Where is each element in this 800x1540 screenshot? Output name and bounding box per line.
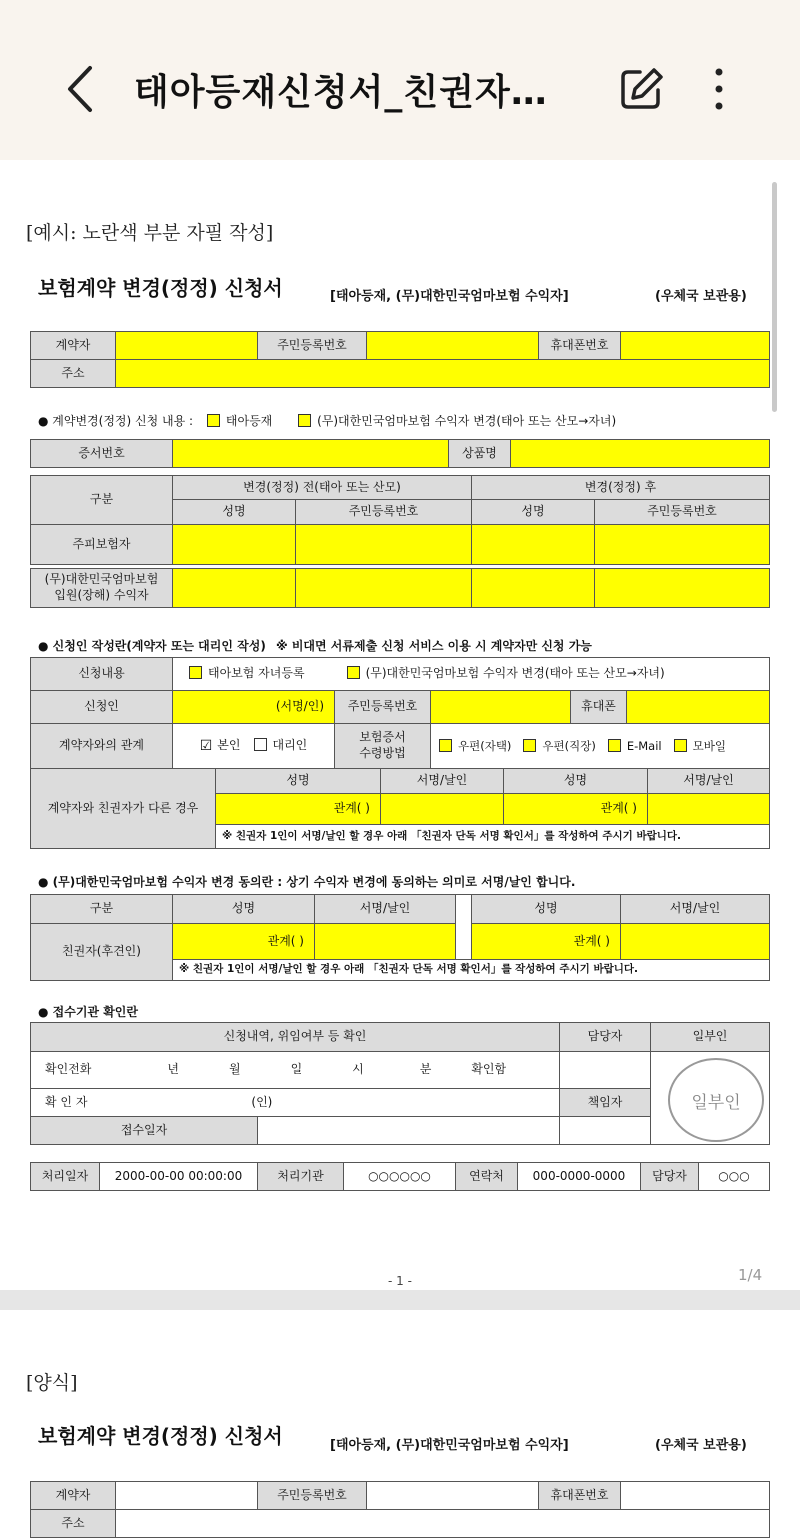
address-field[interactable] xyxy=(115,359,770,388)
guardian-sign-field-2[interactable] xyxy=(620,923,770,960)
confirmer-row xyxy=(30,1088,560,1117)
checkbox-email[interactable] xyxy=(608,739,627,754)
stamp-header: 일부인 xyxy=(650,1022,770,1052)
after-rrn-header: 주민등록번호 xyxy=(594,499,770,525)
contractor-field[interactable] xyxy=(115,331,258,360)
phone-label-2: 휴대폰번호 xyxy=(538,1481,621,1510)
checkbox-self[interactable]: ☑ xyxy=(199,737,213,754)
contractor-label-2: 계약자 xyxy=(30,1481,116,1510)
applicant-section-heading: ● 신청인 작성란(계약자 또는 대리인 작성) xyxy=(38,639,266,653)
consent-sign-header-2: 서명/날인 xyxy=(620,894,770,924)
request-line xyxy=(38,412,616,429)
before-header: 변경(정정) 전(태아 또는 산모) xyxy=(172,475,472,500)
receive-method-label xyxy=(334,723,431,769)
contractor-label: 계약자 xyxy=(30,331,116,360)
product-field[interactable] xyxy=(510,439,770,468)
diff-sign-header-2: 서명/날인 xyxy=(647,768,770,794)
insured-before-name[interactable] xyxy=(172,524,296,565)
received-date-label: 접수일자 xyxy=(30,1116,258,1145)
responsible-label: 책임자 xyxy=(559,1088,651,1117)
applicant-label: 신청인 xyxy=(30,690,173,724)
process-manager-value: ○○○ xyxy=(698,1162,770,1191)
applicant-sign-field[interactable]: (서명/인) xyxy=(172,690,335,724)
checkbox-mobile[interactable] xyxy=(674,739,693,754)
checkbox-post-home[interactable] xyxy=(439,739,458,754)
diff-name-header-1: 성명 xyxy=(215,768,381,794)
applicant-mobile-label: 휴대폰 xyxy=(570,690,627,724)
insured-label: 주피보험자 xyxy=(30,524,173,565)
mobile-opt-label: 모바일 xyxy=(692,738,726,753)
guardian-sign-field-1[interactable] xyxy=(314,923,456,960)
guardian-name-field-1[interactable]: 관계( ) xyxy=(172,923,315,960)
consent-sign-header-1: 서명/날인 xyxy=(314,894,456,924)
process-contact-label: 연락처 xyxy=(455,1162,518,1191)
beneficiary-change-label: (무)대한민국엄마보험 수익자 변경(태아 또는 산모→자녀) xyxy=(365,666,665,681)
minute-label: 분 xyxy=(419,1062,432,1077)
rrn-field-2[interactable] xyxy=(366,1481,539,1510)
address-label: 주소 xyxy=(30,359,116,388)
applicant-mobile-field[interactable] xyxy=(626,690,770,724)
receive-method-options xyxy=(430,723,770,769)
applicant-rrn-label: 주민등록번호 xyxy=(334,690,431,724)
confirmer-seal: (인) xyxy=(251,1094,273,1109)
insured-after-name[interactable] xyxy=(471,524,595,565)
confirm-call-label: 확인전화 xyxy=(45,1062,92,1077)
email-label: E-Mail xyxy=(626,738,662,753)
consent-note: ※ 친권자 1인이 서명/날인 할 경우 아래 「친권자 단독 서명 확인서」를 작성하여 주시기 바랍니다. xyxy=(172,959,770,981)
rrn-label: 주민등록번호 xyxy=(257,331,367,360)
insured-after-rrn[interactable] xyxy=(594,524,770,565)
year-label: 년 xyxy=(167,1062,179,1077)
receive-method-line2: 수령방법 xyxy=(359,746,406,760)
checkbox-fetus[interactable] xyxy=(207,414,226,428)
beneficiary-after-name[interactable] xyxy=(471,568,595,608)
beneficiary-before-name[interactable] xyxy=(172,568,296,608)
checkbox-child-register[interactable] xyxy=(189,666,208,682)
applicant-section-note: ※ 비대면 서류제출 신청 서비스 이용 시 계약자만 신청 가능 xyxy=(276,639,592,653)
phone-field-2[interactable] xyxy=(620,1481,770,1510)
after-header: 변경(정정) 후 xyxy=(471,475,770,500)
example-note: [예시: 노란색 부분 자필 작성] xyxy=(26,222,274,244)
form-keep-label-2: (우체국 보관용) xyxy=(655,1438,747,1453)
consent-name-header-1: 성명 xyxy=(172,894,315,924)
manager-field[interactable] xyxy=(559,1051,651,1089)
page-separator xyxy=(0,1290,800,1310)
chevron-left-icon[interactable] xyxy=(62,62,102,116)
before-name-header: 성명 xyxy=(172,499,296,525)
guardian-label: 친권자(후견인) xyxy=(30,923,173,981)
process-manager-label: 담당자 xyxy=(640,1162,699,1191)
beneficiary-before-rrn[interactable] xyxy=(295,568,472,608)
diff-name-header-2: 성명 xyxy=(503,768,648,794)
manager-header: 담당자 xyxy=(559,1022,651,1052)
diff-name-field-1[interactable]: 관계( ) xyxy=(215,793,381,825)
post-home-label: 우편(자택) xyxy=(458,738,512,753)
address-field-2[interactable] xyxy=(115,1509,770,1538)
date-stamp: 일부인 xyxy=(668,1058,764,1142)
request-content-label: 신청내용 xyxy=(30,657,173,691)
applicant-rrn-field[interactable] xyxy=(430,690,571,724)
page-number: - 1 - xyxy=(388,1274,412,1288)
option-fetus-label: 태아등재 xyxy=(225,414,273,428)
beneficiary-label-line2: 입원(장해) 수익자 xyxy=(54,588,149,602)
diff-note: ※ 친권자 1인이 서명/날인 할 경우 아래 「친권자 단독 서명 확인서」를 작성하여 주시기 바랍니다. xyxy=(215,824,770,849)
form-title-2: 보험계약 변경(정정) 신청서 xyxy=(38,1424,283,1448)
edit-icon[interactable] xyxy=(618,66,664,112)
consent-gap xyxy=(455,894,472,961)
beneficiary-after-rrn[interactable] xyxy=(594,568,770,608)
more-vertical-icon[interactable] xyxy=(704,66,734,112)
process-org-value: ○○○○○○ xyxy=(343,1162,456,1191)
beneficiary-label-line1: (무)대한민국엄마보험 xyxy=(44,572,159,587)
rrn-label-2: 주민등록번호 xyxy=(257,1481,367,1510)
relation-label: 계약자와의 관계 xyxy=(30,723,173,769)
confirmed-label: 확인함 xyxy=(471,1062,507,1077)
page-count: 1/4 xyxy=(738,1266,763,1284)
consent-section-title: ● (무)대한민국엄마보험 수익자 변경 동의란 : 상기 수익자 변경에 동의하는 의미로 서명/날인 합니다. xyxy=(38,875,576,889)
confirmer-label: 확 인 자 xyxy=(45,1094,88,1109)
process-org-label: 처리기관 xyxy=(257,1162,344,1191)
app-header xyxy=(0,0,800,160)
template-note: [양식] xyxy=(26,1372,78,1394)
process-contact-value: 000-0000-0000 xyxy=(517,1162,641,1191)
confirm-call-row xyxy=(30,1051,560,1089)
address-label-2: 주소 xyxy=(30,1509,116,1538)
consent-name-header-2: 성명 xyxy=(471,894,621,924)
diff-name-field-2[interactable]: 관계( ) xyxy=(503,793,648,825)
relation-options xyxy=(172,723,335,769)
post-work-label: 우편(직장) xyxy=(542,738,596,753)
day-label: 일 xyxy=(290,1062,303,1077)
form-title: 보험계약 변경(정정) 신청서 xyxy=(38,276,283,300)
cert-no-field[interactable] xyxy=(172,439,449,468)
child-register-label: 태아보험 자녀등록 xyxy=(208,666,305,681)
scrollbar[interactable] xyxy=(772,182,777,412)
consent-category-header: 구분 xyxy=(30,894,173,924)
document-title: 태아등재신청서_친권자… xyxy=(134,72,548,113)
reception-section-title: ● 접수기관 확인란 xyxy=(38,1005,138,1019)
phone-field[interactable] xyxy=(620,331,770,360)
phone-label: 휴대폰번호 xyxy=(538,331,621,360)
confirm-header: 신청내역, 위임여부 등 확인 xyxy=(30,1022,560,1052)
checkbox-beneficiary[interactable] xyxy=(298,414,317,428)
cert-no-label: 증서번호 xyxy=(30,439,173,468)
self-label: 본인 xyxy=(217,738,241,753)
diff-sign-header-1: 서명/날인 xyxy=(380,768,504,794)
applicant-section-title xyxy=(38,637,592,654)
contractor-field-2[interactable] xyxy=(115,1481,258,1510)
month-label: 월 xyxy=(228,1062,241,1077)
receive-method-line1: 보험증서 xyxy=(359,730,406,745)
process-date-label: 처리일자 xyxy=(30,1162,100,1191)
request-label: ● 계약변경(정정) 신청 내용 : xyxy=(38,414,194,428)
rrn-field[interactable] xyxy=(366,331,539,360)
hour-label: 시 xyxy=(352,1062,364,1077)
option-beneficiary-label: (무)대한민국엄마보험 수익자 변경(태아 또는 산모→자녀) xyxy=(317,414,617,428)
product-label: 상품명 xyxy=(448,439,511,468)
received-date-field[interactable] xyxy=(257,1116,560,1145)
beneficiary-label xyxy=(30,568,173,608)
category-header: 구분 xyxy=(30,475,173,525)
form-subtitle: [태아등재, (무)대한민국엄마보험 수익자] xyxy=(330,289,569,304)
checkbox-beneficiary-change[interactable] xyxy=(347,666,366,682)
diff-sign-field-2[interactable] xyxy=(647,793,770,825)
after-name-header: 성명 xyxy=(471,499,595,525)
process-date-value: 2000-00-00 00:00:00 xyxy=(99,1162,258,1191)
diff-sign-field-1[interactable] xyxy=(380,793,504,825)
form-keep-label: (우체국 보관용) xyxy=(655,289,747,304)
request-content-options xyxy=(172,657,770,691)
insured-before-rrn[interactable] xyxy=(295,524,472,565)
before-rrn-header: 주민등록번호 xyxy=(295,499,472,525)
checkbox-agent[interactable] xyxy=(254,738,272,754)
agent-label: 대리인 xyxy=(272,738,308,753)
diff-guardian-label: 계약자와 친권자가 다른 경우 xyxy=(30,768,216,849)
responsible-field[interactable] xyxy=(559,1116,651,1145)
form-subtitle-2: [태아등재, (무)대한민국엄마보험 수익자] xyxy=(330,1438,569,1453)
checkbox-post-work[interactable] xyxy=(523,739,542,754)
guardian-name-field-2[interactable]: 관계( ) xyxy=(471,923,621,960)
